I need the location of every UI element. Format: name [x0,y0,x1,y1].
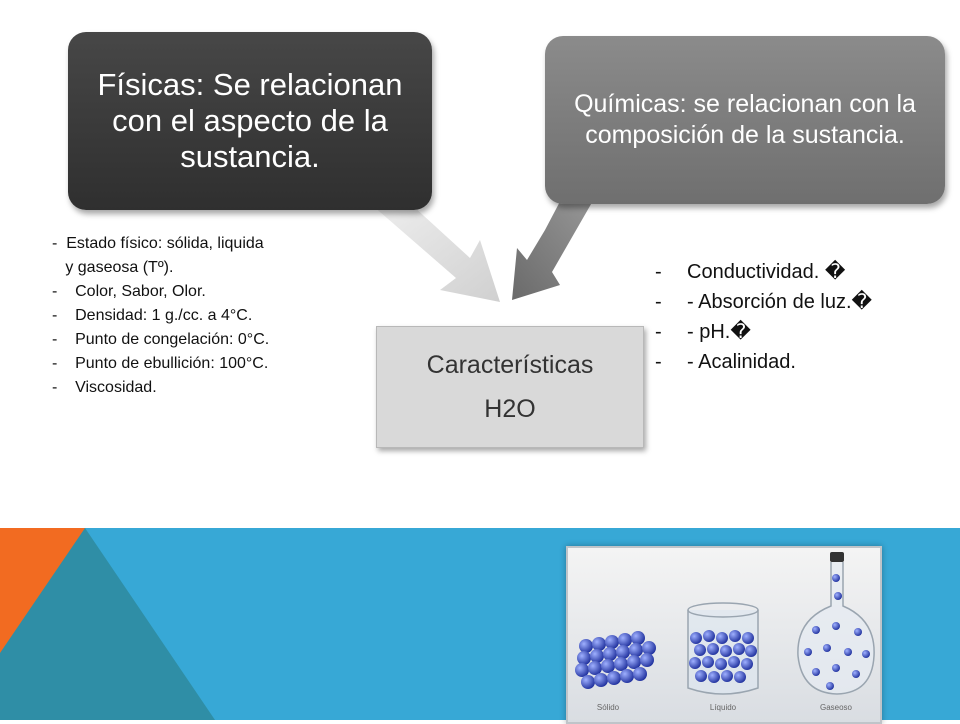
dash-marker: - [655,291,662,313]
liquid-label: Líquido [709,703,737,712]
list-item-text: - pH.� [687,321,751,343]
solid-label: Sólido [596,703,620,712]
list-item-text: Conductividad. � [687,261,846,283]
list-item: - Color, Sabor, Olor. [52,283,206,300]
caracteristicas-title: Características [426,351,594,379]
list-item-text: - Acalinidad. [687,351,796,373]
quimicas-list [655,257,945,377]
list-item: - Estado físico: sólida, liquida [52,235,264,252]
h2o-label: H2O [484,395,536,423]
caracteristicas-box [376,326,644,448]
fisicas-box [68,32,432,210]
list-item-text: - Absorción de luz.� [687,291,873,313]
gas-flask [798,552,874,694]
dash-marker: - [655,321,662,343]
list-item [655,317,945,347]
liquid-beaker [688,603,758,694]
dash-marker: - [655,261,662,283]
list-item [655,347,945,377]
arrow-left [372,205,500,302]
list-item [655,257,945,287]
quimicas-box-text: Químicas: se relacionan con la composición de la sustancia. [574,90,916,149]
list-item: - Punto de congelación: 0°C. [52,331,270,348]
states-of-matter-illustration [568,548,880,722]
quimicas-box [545,36,945,204]
list-item: - Punto de ebullición: 100°C. [52,355,269,372]
fisicas-list [52,232,382,400]
list-item: - Viscosidad. [52,379,157,396]
list-item [655,287,945,317]
dash-marker: - [655,351,662,373]
list-item: y gaseosa (Tº). [52,259,174,276]
list-item: - Densidad: 1 g./cc. a 4°C. [52,307,253,324]
states-of-matter-image [566,546,882,724]
solid-particles [575,631,656,689]
fisicas-box-text: Físicas: Se relacionan con el aspecto de la sustancia. [97,67,403,174]
gas-label: Gaseoso [819,703,853,712]
arrow-right [512,192,598,300]
